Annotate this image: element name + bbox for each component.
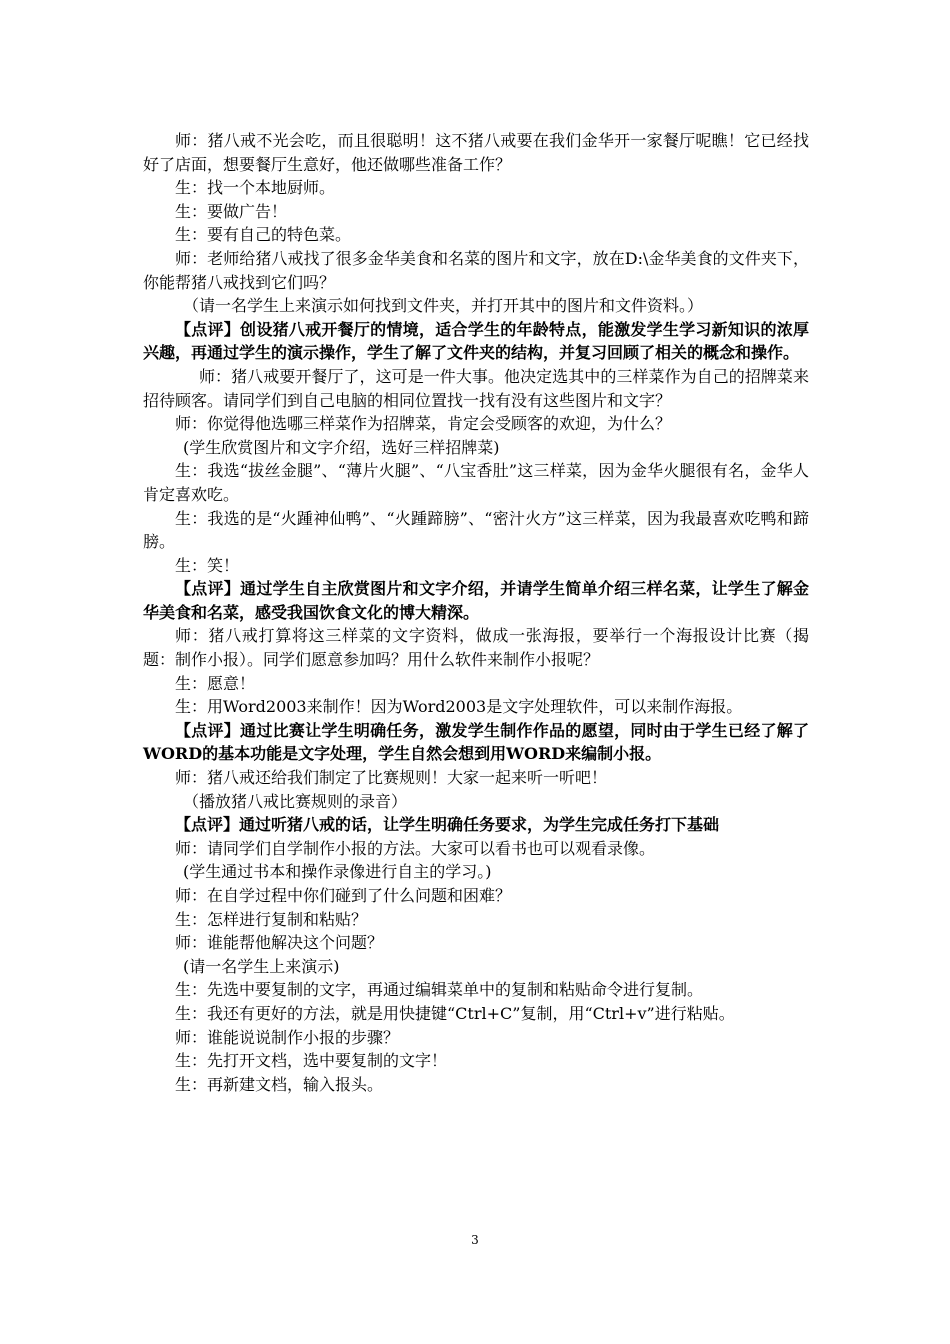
paragraph: 师：猪八戒打算将这三样菜的文字资料，做成一张海报，要举行一个海报设计比赛（揭题：制作小报）。同学们愿意参加吗？用什么软件来制作小报呢？	[143, 626, 809, 670]
paragraph: 生：要做广告！	[175, 201, 288, 221]
lesson-transcript	[143, 129, 809, 1096]
paragraph: 生：找一个本地厨师。	[175, 178, 336, 198]
paragraph: 生：笑！	[175, 555, 240, 575]
paragraph: 师：谁能说说制作小报的步骤？	[175, 1027, 400, 1047]
comment-paragraph: 【点评】通过学生自主欣赏图片和文字介绍，并请学生简单介绍三样名菜，让学生了解金华美食和名菜，感受我国饮食文化的博大精深。	[143, 579, 809, 622]
paragraph: 生：再新建文档，输入报头。	[175, 1074, 384, 1094]
paragraph: 师：你觉得他选哪三样菜作为招牌菜，肯定会受顾客的欢迎，为什么？	[175, 414, 672, 434]
paragraph: 生：用Word2003来制作！因为Word2003是文字处理软件，可以来制作海报。	[175, 697, 743, 717]
paragraph: 生：要有自己的特色菜。	[175, 225, 352, 245]
stage-direction: (学生欣赏图片和文字介绍，选好三样招牌菜)	[183, 437, 500, 457]
comment-paragraph: 【点评】通过比赛让学生明确任务，激发学生制作作品的愿望，同时由于学生已经了解了WORD的基本功能是文字处理，学生自然会想到用WORD来编制小报。	[143, 720, 809, 764]
paragraph: 师：猪八戒还给我们制定了比赛规则！大家一起来听一听吧！	[175, 768, 608, 788]
page-number: 3	[471, 1233, 479, 1247]
paragraph: 生：愿意！	[175, 673, 256, 693]
comment-paragraph: 【点评】创设猪八戒开餐厅的情境，适合学生的年龄特点，能激发学生学习新知识的浓厚兴趣，再通过学生的演示操作，学生了解了文件夹的结构，并复习回顾了相关的概念和操作。	[143, 319, 809, 363]
paragraph: 师：猪八戒不光会吃，而且很聪明！这不猪八戒要在我们金华开一家餐厅呢瞧！它已经找好了店面，想要餐厅生意好，他还做哪些准备工作？	[143, 131, 809, 174]
stage-direction: （请一名学生上来演示如何找到文件夹，并打开其中的图片和文件资料。）	[183, 296, 704, 316]
paragraph: 师：谁能帮他解决这个问题？	[175, 933, 384, 953]
comment-paragraph: 【点评】通过听猪八戒的话，让学生明确任务要求，为学生完成任务打下基础	[175, 815, 720, 835]
stage-direction: (学生通过书本和操作录像进行自主的学习。)	[183, 862, 492, 882]
paragraph: 生：先选中要复制的文字，再通过编辑菜单中的复制和粘贴命令进行复制。	[175, 980, 704, 1000]
paragraph: 师：在自学过程中你们碰到了什么问题和困难？	[175, 886, 512, 905]
stage-direction: (请一名学生上来演示)	[183, 956, 340, 976]
paragraph: 生：我还有更好的方法，就是用快捷键“Ctrl+C”复制，用“Ctrl+v”进行粘贴。	[175, 1003, 735, 1023]
paragraph: 师：猪八戒要开餐厅了，这可是一件大事。他决定选其中的三样菜作为自己的招牌菜来招待顾客。请同学们到自己电脑的相同位置找一找有没有这些图片和文字？	[143, 366, 809, 410]
paragraph: 生：我选“拔丝金腿”、“薄片火腿”、“八宝香肚”这三样菜，因为金华火腿很有名，金华人肯定喜欢吃。	[143, 461, 809, 504]
stage-direction: （播放猪八戒比赛规则的录音）	[183, 791, 408, 811]
paragraph: 生：怎样进行复制和粘贴？	[175, 909, 368, 929]
paragraph: 生：我选的是“火踵神仙鸭”、“火踵蹄膀”、“密汁火方”这三样菜，因为我最喜欢吃鸭和蹄膀。	[143, 508, 809, 552]
paragraph: 生：先打开文档，选中要复制的文字！	[175, 1051, 448, 1071]
paragraph: 师：老师给猪八戒找了很多金华美食和名菜的图片和文字，放在D:\金华美食的文件夹下，你能帮猪八戒找到它们吗？	[143, 248, 809, 292]
paragraph: 师：请同学们自学制作小报的方法。大家可以看书也可以观看录像。	[175, 838, 656, 858]
